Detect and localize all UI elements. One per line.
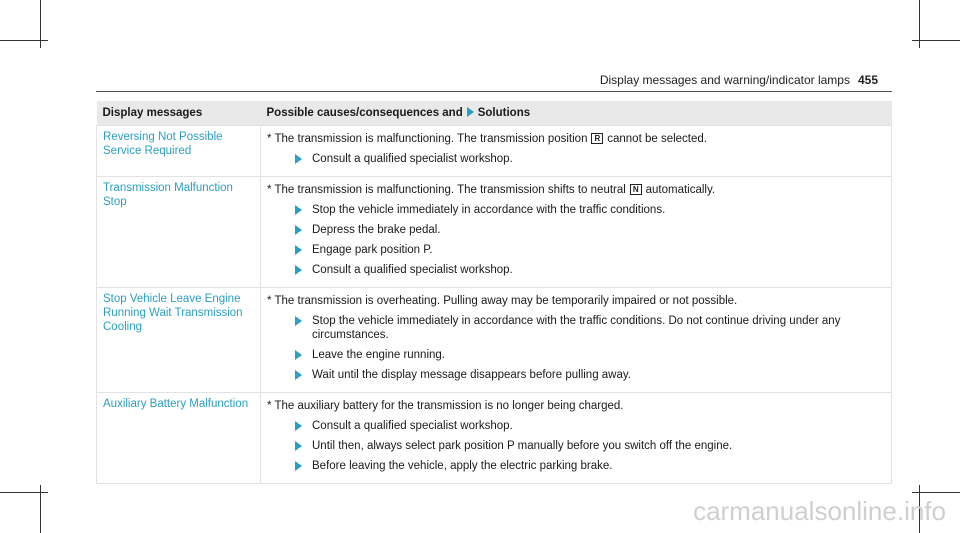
- step-text: Stop the vehicle immediately in accordance with the traffic conditions. Do not continue driving under any circumstances.: [312, 315, 841, 341]
- messages-table: [96, 101, 892, 484]
- arrow-icon: [295, 154, 302, 164]
- solution-cell: [261, 126, 892, 177]
- step-text: Consult a qualified specialist workshop.: [312, 420, 513, 432]
- step-text: Depress the brake pedal.: [312, 224, 441, 236]
- step-text: Consult a qualified specialist workshop.: [312, 153, 513, 165]
- step-text: Stop the vehicle immediately in accordance with the traffic conditions.: [312, 204, 666, 216]
- solution-cell: [261, 393, 892, 484]
- arrow-icon: [295, 421, 302, 431]
- gear-n-icon: N: [630, 184, 642, 195]
- display-message: Transmission Malfunction Stop: [97, 177, 261, 288]
- solution-step: [295, 439, 885, 453]
- header-rule: [96, 91, 892, 92]
- cause-part: automatically.: [645, 184, 716, 196]
- crop-mark: [0, 492, 48, 493]
- solution-step: [295, 223, 885, 237]
- table-header-row: [97, 101, 892, 126]
- cause-part: The auxiliary battery for the transmission is no longer being charged.: [274, 400, 624, 412]
- step-text: Before leaving the vehicle, apply the electric parking brake.: [312, 460, 613, 472]
- solution-step: [295, 152, 885, 166]
- solution-step: [295, 203, 885, 217]
- solution-step: [295, 243, 885, 257]
- cause-part: The transmission is overheating. Pulling away may be temporarily impaired or not possible.: [274, 295, 738, 307]
- bullet: *: [267, 133, 272, 145]
- arrow-icon: [295, 370, 302, 380]
- solution-step: [295, 263, 885, 277]
- display-message: Reversing Not Possible Service Required: [97, 126, 261, 177]
- arrow-icon: [295, 316, 302, 326]
- arrow-icon: [295, 245, 302, 255]
- page-number: 455: [857, 73, 878, 87]
- solution-step: [295, 314, 885, 342]
- solution-step: [295, 459, 885, 473]
- page-header: [600, 73, 878, 87]
- col-header-causes: [261, 101, 892, 126]
- cause-part: cannot be selected.: [607, 133, 707, 145]
- solution-step: [295, 368, 885, 382]
- solution-cell: [261, 288, 892, 393]
- arrow-icon: [295, 350, 302, 360]
- solution-cell: [261, 177, 892, 288]
- display-message: Auxiliary Battery Malfunction: [97, 393, 261, 484]
- arrow-icon: [295, 225, 302, 235]
- col-header-solutions-label: Solutions: [477, 107, 531, 119]
- bullet: *: [267, 295, 272, 307]
- step-text: Wait until the display message disappears before pulling away.: [312, 369, 631, 381]
- gear-r-icon: R: [591, 133, 603, 144]
- bullet: *: [267, 184, 272, 196]
- watermark: carmanualsonline.info: [693, 496, 946, 526]
- arrow-icon: [467, 107, 474, 117]
- col-header-causes-label: Possible causes/consequences and: [266, 107, 463, 119]
- crop-mark: [912, 40, 960, 41]
- cause-text: [267, 399, 885, 413]
- table-row: [97, 393, 892, 484]
- cause-text: [267, 132, 885, 146]
- bullet: *: [267, 400, 272, 412]
- table-row: [97, 288, 892, 393]
- cause-part: The transmission is malfunctioning. The transmission shifts to neutral: [274, 184, 626, 196]
- cause-text: [267, 294, 885, 308]
- crop-mark: [0, 40, 48, 41]
- arrow-icon: [295, 461, 302, 471]
- table-row: [97, 177, 892, 288]
- arrow-icon: [295, 265, 302, 275]
- step-text: Leave the engine running.: [312, 349, 445, 361]
- arrow-icon: [295, 205, 302, 215]
- col-header-messages: Display messages: [97, 101, 261, 126]
- cause-text: [267, 183, 885, 197]
- table-row: [97, 126, 892, 177]
- step-text: Consult a qualified specialist workshop.: [312, 264, 513, 276]
- display-message: Stop Vehicle Leave Engine Running Wait Transmission Cooling: [97, 288, 261, 393]
- step-text: Engage park position P.: [312, 244, 433, 256]
- page-header-title: Display messages and warning/indicator lamps: [599, 73, 850, 87]
- solution-step: [295, 419, 885, 433]
- solution-step: [295, 348, 885, 362]
- cause-part: The transmission is malfunctioning. The transmission position: [274, 133, 588, 145]
- step-text: Until then, always select park position P manually before you switch off the engine.: [312, 440, 733, 452]
- crop-mark: [912, 492, 960, 493]
- arrow-icon: [295, 441, 302, 451]
